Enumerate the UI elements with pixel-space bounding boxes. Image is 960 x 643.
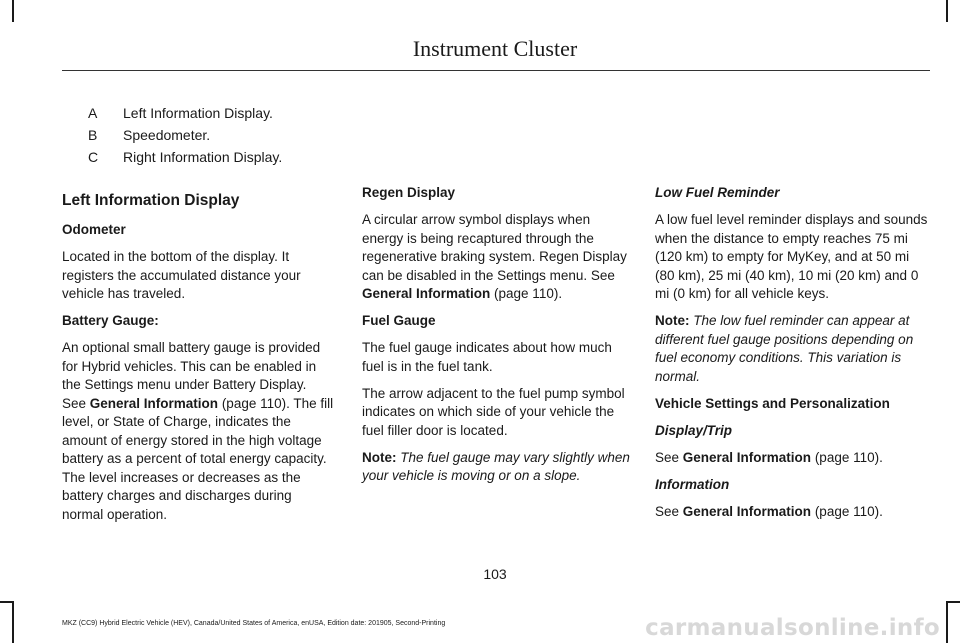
crop-mark-top-left	[12, 0, 14, 22]
crop-mark-bottom-left-horizontal	[0, 601, 14, 603]
column-left	[62, 191, 334, 533]
odometer-paragraph: Located in the bottom of the display. It registers the accumulated distance your vehicle has traveled.	[62, 249, 301, 301]
figure-legend	[88, 102, 282, 168]
information-reference	[655, 503, 930, 522]
crop-mark-bottom-left-vertical	[12, 603, 14, 643]
fuel-gauge-paragraph: The fuel gauge indicates about how much fuel is in the fuel tank.	[362, 340, 612, 374]
page-reference: (page 110).	[811, 449, 883, 465]
legend-item	[88, 146, 282, 168]
odometer-heading: Odometer	[62, 222, 126, 237]
display-trip-heading: Display/Trip	[655, 422, 733, 438]
low-fuel-note	[655, 312, 930, 386]
legend-label: Speedometer.	[123, 127, 211, 143]
battery-text-start: An optional small battery gauge is provided for Hybrid vehicles. This can be enabled in the Settings menu under Battery Display. See	[62, 340, 321, 411]
legend-label: Left Information Display.	[123, 105, 273, 121]
section-heading: Left Information Display	[62, 192, 240, 209]
battery-gauge-heading: Battery Gauge:	[62, 313, 159, 328]
legend-label: Right Information Display.	[123, 149, 283, 165]
watermark: carmanualsonline.info	[645, 615, 940, 641]
note-label: Note:	[362, 449, 397, 465]
fuel-door-paragraph: The arrow adjacent to the fuel pump symbol indicates on which side of your vehicle the fuel filler door is located.	[362, 385, 625, 438]
display-trip-reference	[655, 449, 930, 468]
general-information-link[interactable]: General Information	[362, 286, 491, 301]
fuel-gauge-heading: Fuel Gauge	[362, 313, 436, 328]
low-fuel-reminder-paragraph: A low fuel level reminder displays and sounds when the distance to empty reaches 75 mi (120 km) to empty for MyKey, and at 50 mi (80 km), 25 mi (40 km), 10 mi (20 km) and 0 mi (0 km) for all vehicle keys.	[655, 212, 928, 301]
note-text: The low fuel reminder can appear at different fuel gauge positions depending on fuel economy conditions. This variation is normal.	[655, 313, 914, 384]
legend-key: A	[88, 105, 98, 121]
see-text: See	[655, 503, 683, 519]
crop-mark-top-right	[946, 0, 948, 22]
header-divider	[62, 70, 930, 71]
legend-item	[88, 124, 282, 146]
note-label: Note:	[655, 313, 690, 328]
footer-edition-text: MKZ (CC9) Hybrid Electric Vehicle (HEV), Canada/United States of America, enUSA, Edition date: 201905, Second-Printing	[62, 620, 446, 627]
column-middle	[362, 184, 634, 494]
page-reference: (page 110).	[811, 503, 883, 519]
page-title: Instrument Cluster	[412, 36, 578, 61]
general-information-link[interactable]: General Information	[89, 395, 219, 411]
see-text: See	[655, 449, 683, 465]
regen-display-heading: Regen Display	[362, 185, 456, 200]
crop-mark-bottom-right-vertical	[946, 603, 948, 643]
general-information-link[interactable]: General Information	[682, 503, 812, 519]
crop-mark-bottom-right-horizontal	[946, 601, 960, 603]
regen-text-start: A circular arrow symbol displays when energy is being recaptured through the regenerative braking system. Regen Display can be disabled in the Settings menu. See	[362, 212, 627, 283]
low-fuel-reminder-heading: Low Fuel Reminder	[655, 185, 780, 200]
battery-gauge-paragraph	[62, 339, 334, 524]
column-right	[655, 184, 930, 530]
legend-key: C	[88, 149, 99, 165]
vehicle-settings-heading: Vehicle Settings and Personalization	[655, 395, 890, 411]
legend-key: B	[88, 127, 98, 143]
regen-text-end: (page 110).	[490, 286, 563, 301]
fuel-note	[362, 449, 634, 486]
regen-display-paragraph	[362, 211, 634, 304]
legend-item	[88, 102, 282, 124]
note-text: The fuel gauge may vary slightly when your vehicle is moving or on a slope.	[362, 449, 630, 483]
general-information-link[interactable]: General Information	[682, 449, 812, 465]
page-number: 103	[483, 566, 507, 582]
battery-text-end: (page 110). The fill level, or State of Charge, indicates the amount of energy stored in the high voltage battery as a percent of total energy capacity. The level increases or decreases as the battery charges and discharges during normal operation.	[62, 395, 334, 522]
information-heading: Information	[655, 476, 730, 492]
